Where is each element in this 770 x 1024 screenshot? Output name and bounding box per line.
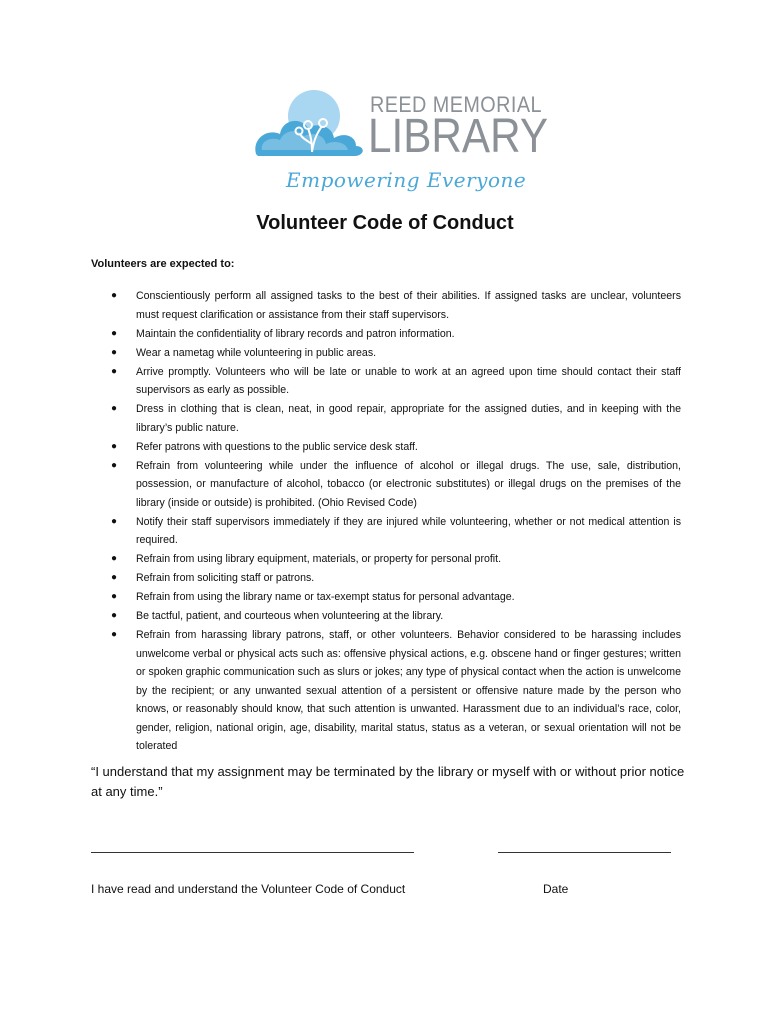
bullet-icon: ● xyxy=(111,440,118,452)
rule-text: Conscientiously perform all assigned tasks to the best of their abilities. If assigned tasks are unclear, volunteers must request clarification or assistance from their staff supervisors. xyxy=(136,290,681,321)
rule-text: Refrain from soliciting staff or patrons. xyxy=(136,572,315,584)
rule-text: Notify their staff supervisors immediately if they are injured while volunteering, whether or not medical attention is required. xyxy=(136,515,681,546)
list-item xyxy=(91,607,681,626)
list-item xyxy=(91,550,681,569)
bullet-icon: ● xyxy=(111,459,118,471)
document-title: Volunteer Code of Conduct xyxy=(256,212,514,234)
rule-text: Dress in clothing that is clean, neat, in good repair, appropriate for the assigned duties, and in keeping with the library’s public nature. xyxy=(136,403,681,434)
list-item xyxy=(91,325,681,344)
rules-list xyxy=(91,287,681,756)
bullet-icon: ● xyxy=(111,290,118,301)
bullet-icon: ● xyxy=(111,327,118,339)
date-label: Date xyxy=(543,882,569,896)
rule-text: Maintain the confidentiality of library records and patron information. xyxy=(136,327,455,340)
list-item xyxy=(91,513,681,550)
list-item xyxy=(91,344,681,363)
list-item xyxy=(91,626,681,756)
rule-text: Refer patrons with questions to the public service desk staff. xyxy=(136,440,418,453)
rule-text: Refrain from volunteering while under the influence of alcohol or illegal drugs. The use, sale, distribution, possession, or manufacture of alcohol, tobacco (or electronic substitutes) or illegal drugs on the premises of the library (inside or outside) is prohibited. (Ohio Revised Code) xyxy=(136,459,681,509)
list-item xyxy=(91,569,681,588)
bullet-icon: ● xyxy=(111,515,118,527)
acknowledgement-quote: “I understand that my assignment may be terminated by the library or myself with or without prior notice at any time.” xyxy=(91,764,685,799)
library-logo xyxy=(252,88,549,198)
list-item xyxy=(91,400,681,437)
bullet-icon: ● xyxy=(111,403,118,414)
rule-text: Wear a nametag while volunteering in public areas. xyxy=(136,346,377,359)
intro-text: Volunteers are expected to: xyxy=(91,258,235,270)
signature-line[interactable] xyxy=(91,852,414,853)
rule-text: Be tactful, patient, and courteous when volunteering at the library. xyxy=(136,610,444,622)
list-item xyxy=(91,287,681,324)
bullet-icon: ● xyxy=(111,610,118,621)
rule-text: Refrain from harassing library patrons, staff, or other volunteers. Behavior considered to be harassing includes unwelcome verbal or physical acts such as: offensive physical actions, e.g. obscene hand or finger gestures; written or spoken graphic communication such as slurs or jokes; any type of physical contact when the action is unwelcome by the recipient; or any unwanted sexual attention of a persistent or offensive nature made by the person who knows, or reasonably should know, that such attention is unwanted. Harassment due to an individual’s race, color, gender, religion, national origin, age, disability, marital status, status as a veteran, or sexual orientation will not be tolerated xyxy=(136,629,681,752)
list-item xyxy=(91,457,681,513)
list-item xyxy=(91,438,681,457)
logo-name-line2: LIBRARY xyxy=(368,110,549,163)
bullet-icon: ● xyxy=(111,553,118,564)
bullet-icon: ● xyxy=(111,346,118,358)
logo-name-line1: REED MEMORIAL xyxy=(370,92,542,117)
date-line[interactable] xyxy=(498,852,671,853)
list-item xyxy=(91,363,681,400)
cloud-sun-icon xyxy=(252,88,372,160)
logo-tagline: Empowering Everyone xyxy=(286,168,527,192)
rule-text: Refrain from using library equipment, materials, or property for personal profit. xyxy=(136,553,502,565)
bullet-icon: ● xyxy=(111,572,118,583)
bullet-icon: ● xyxy=(111,629,118,640)
bullet-icon: ● xyxy=(111,591,118,602)
list-item xyxy=(91,588,681,607)
rule-text: Refrain from using the library name or tax-exempt status for personal advantage. xyxy=(136,591,515,603)
signature-label: I have read and understand the Volunteer Code of Conduct xyxy=(91,882,406,896)
bullet-icon: ● xyxy=(111,365,118,377)
rule-text: Arrive promptly. Volunteers who will be late or unable to work at an agreed upon time should contact their staff supervisors as early as possible. xyxy=(136,365,681,396)
